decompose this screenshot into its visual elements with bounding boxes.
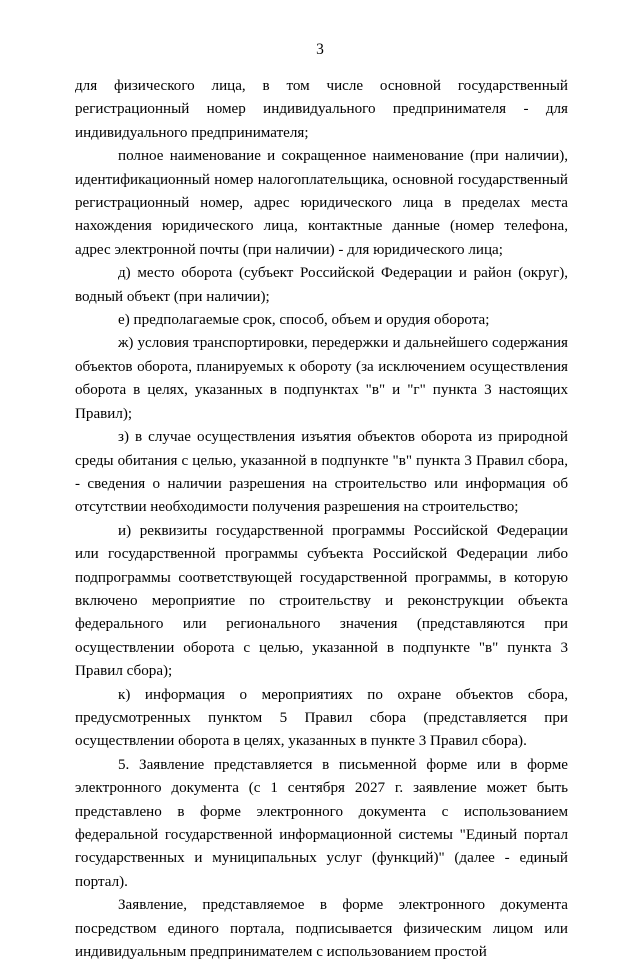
paragraph-continuation: для физического лица, в том числе основной государственный регистрационный номер индивидуального предпринимателя - для индивидуального предпринимателя;: [75, 78, 568, 141]
paragraph-item-d: д) место оборота (субъект Российской Федерации и район (округ), водный объект (при наличии);: [75, 265, 568, 305]
page-number: 3: [316, 41, 324, 58]
paragraph-item-i: и) реквизиты государственной программы Российской Федерации или государственной программы субъекта Российской Федерации либо подпрограммы соответствующей государственной программы, в которую включено мероприятие по строительству и реконструкции объекта федерального или регионального значения (представляются при осуществлении оборота с целью, указанной в подпункте "в" пункта 3 Правил сбора);: [75, 522, 568, 680]
paragraph-item-z: з) в случае осуществления изъятия объектов оборота из природной среды обитания с целью, указанной в подпункте "в" пункта 3 Правил сбора, - сведения о наличии разрешения на строительство или информация об отсутствии необходимости получения разрешения на строительство;: [75, 429, 568, 516]
document-body: [75, 75, 568, 964]
paragraph-clause-5: 5. Заявление представляется в письменной форме или в форме электронного документа (с 1 сентября 2027 г. заявление может быть представлено в форме электронного документа с использованием федеральной государственной информационной системы "Единый портал государственных и муниципальных услуг (функций)" (далее - единый портал).: [75, 756, 568, 890]
paragraph-item-zh: ж) условия транспортировки, передержки и дальнейшего содержания объектов оборота, планируемых к обороту (за исключением осуществления оборота в целях, указанных в подпунктах "в" и "г" пункта 3 настоящих Правил);: [75, 335, 568, 422]
paragraph-legal-entity: полное наименование и сокращенное наименование (при наличии), идентификационный номер налогоплательщика, основной государственный регистрационный номер, адрес юридического лица в пределах места нахождения юридического лица, контактные данные (номер телефона, адрес электронной почты (при наличии) - для юридического лица;: [75, 148, 568, 258]
paragraph-item-e: е) предполагаемые срок, способ, объем и орудия оборота;: [118, 312, 490, 329]
paragraph-item-k: к) информация о мероприятиях по охране объектов сбора, предусмотренных пунктом 5 Правил сбора (представляется при осуществлении оборота в целях, указанных в пункте 3 Правил сбора).: [75, 686, 568, 750]
paragraph-electronic-application: Заявление, представляемое в форме электронного документа посредством единого портала, подписывается физическим лицом или индивидуальным предпринимателем с использованием простой: [75, 897, 568, 961]
